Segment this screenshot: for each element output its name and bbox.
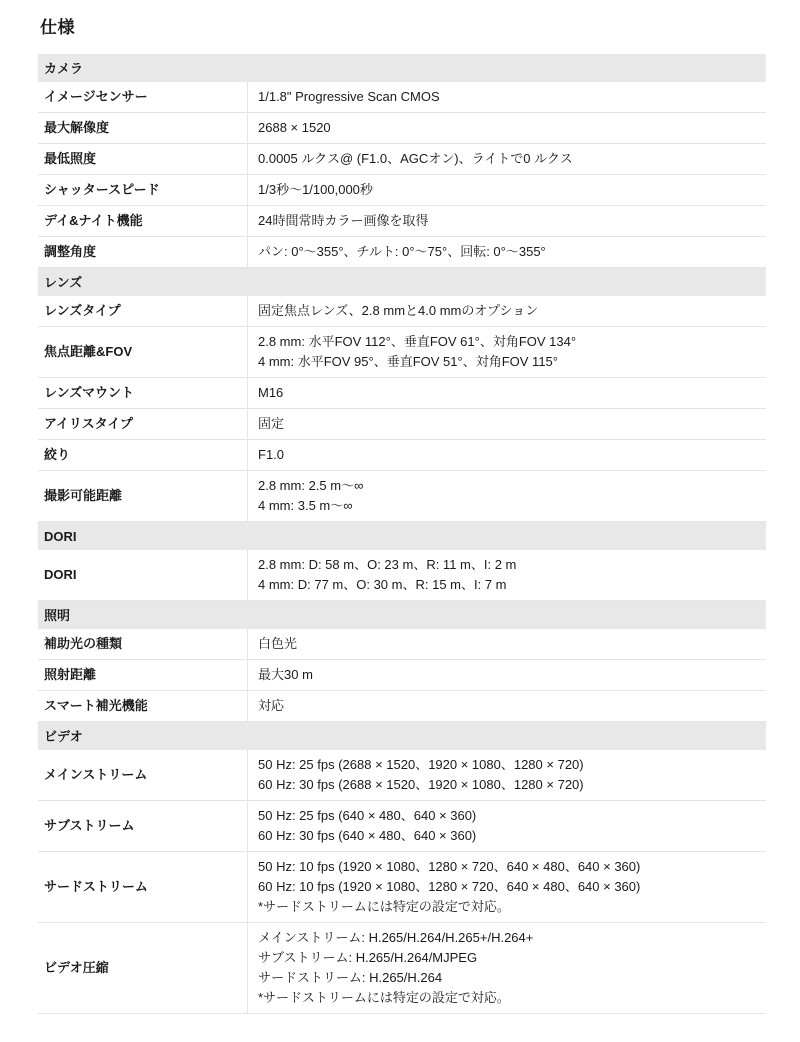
row-label: 絞り — [38, 440, 248, 470]
row-label: 補助光の種類 — [38, 629, 248, 659]
row-value-line: メインストリーム: H.265/H.264/H.265+/H.264+ — [258, 930, 534, 945]
table-row — [38, 923, 766, 1014]
page-title: 仕様 — [40, 18, 75, 37]
row-label: レンズタイプ — [38, 296, 248, 326]
row-label: 焦点距離&FOV — [38, 327, 248, 377]
row-label: サブストリーム — [38, 801, 248, 851]
row-label: 最大解像度 — [38, 113, 248, 143]
table-row — [38, 660, 766, 691]
row-value-line: M16 — [258, 385, 284, 400]
row-value — [248, 629, 766, 659]
section-header: DORI — [38, 522, 766, 550]
row-label: サードストリーム — [38, 852, 248, 922]
row-value — [248, 237, 766, 267]
row-value-line: 4 mm: 3.5 m～∞ — [258, 498, 353, 513]
row-value — [248, 175, 766, 205]
section-header: 照明 — [38, 601, 766, 629]
row-value — [248, 750, 766, 800]
table-row — [38, 801, 766, 852]
row-value-line: 1/3秒～1/100,000秒 — [258, 182, 373, 197]
row-value-line: 固定焦点レンズ、2.8 mmと4.0 mmのオプション — [258, 303, 539, 318]
row-value — [248, 852, 766, 922]
row-value-line: 2.8 mm: 水平FOV 112°、垂直FOV 61°、対角FOV 134° — [258, 334, 577, 349]
row-value-line: 2.8 mm: D: 58 m、O: 23 m、R: 11 m、I: 2 m — [258, 557, 517, 572]
row-value-line: 2.8 mm: 2.5 m～∞ — [258, 478, 364, 493]
row-value-line: サブストリーム: H.265/H.264/MJPEG — [258, 950, 478, 965]
row-value — [248, 471, 766, 521]
row-value-line: 固定 — [258, 416, 285, 431]
row-label: 照射距離 — [38, 660, 248, 690]
table-row — [38, 113, 766, 144]
row-value — [248, 113, 766, 143]
row-value — [248, 801, 766, 851]
section-header: カメラ — [38, 54, 766, 82]
row-value — [248, 660, 766, 690]
table-row — [38, 378, 766, 409]
table-row — [38, 750, 766, 801]
section-header: ビデオ — [38, 722, 766, 750]
row-value — [248, 296, 766, 326]
row-value — [248, 550, 766, 600]
row-value-line: 24時間常時カラー画像を取得 — [258, 213, 429, 228]
table-row — [38, 409, 766, 440]
row-label: デイ&ナイト機能 — [38, 206, 248, 236]
row-label: DORI — [38, 550, 248, 600]
row-value — [248, 144, 766, 174]
row-value-line: 60 Hz: 30 fps (2688 × 1520、1920 × 1080、1280 × 720) — [258, 777, 584, 792]
row-value — [248, 440, 766, 470]
row-label: ビデオ圧縮 — [38, 923, 248, 1013]
row-value-line: 白色光 — [258, 636, 298, 651]
table-row — [38, 471, 766, 522]
row-label: スマート補光機能 — [38, 691, 248, 721]
table-row — [38, 206, 766, 237]
row-value-line: *サードストリームには特定の設定で対応。 — [258, 899, 510, 914]
row-value — [248, 206, 766, 236]
row-value-line: 60 Hz: 10 fps (1920 × 1080、1280 × 720、640 × 480、640 × 360) — [258, 879, 641, 894]
spec-table — [38, 54, 766, 1014]
table-row — [38, 440, 766, 471]
row-value-line: 4 mm: 水平FOV 95°、垂直FOV 51°、対角FOV 115° — [258, 354, 558, 369]
table-row — [38, 327, 766, 378]
section-header: レンズ — [38, 268, 766, 296]
row-label: シャッタースピード — [38, 175, 248, 205]
row-value-line: 4 mm: D: 77 m、O: 30 m、R: 15 m、I: 7 m — [258, 577, 507, 592]
table-row — [38, 852, 766, 923]
row-label: メインストリーム — [38, 750, 248, 800]
row-value — [248, 409, 766, 439]
row-value-line: 50 Hz: 10 fps (1920 × 1080、1280 × 720、640 × 480、640 × 360) — [258, 859, 641, 874]
row-value-line: *サードストリームには特定の設定で対応。 — [258, 990, 510, 1005]
row-label: 撮影可能距離 — [38, 471, 248, 521]
table-row — [38, 629, 766, 660]
row-value — [248, 923, 766, 1013]
row-label: 最低照度 — [38, 144, 248, 174]
table-row — [38, 237, 766, 268]
row-value-line: 対応 — [258, 698, 285, 713]
row-value-line: サードストリーム: H.265/H.264 — [258, 970, 443, 985]
row-value-line: F1.0 — [258, 447, 285, 462]
row-value-line: 50 Hz: 25 fps (640 × 480、640 × 360) — [258, 808, 477, 823]
row-value — [248, 378, 766, 408]
row-label: アイリスタイプ — [38, 409, 248, 439]
row-value-line: 1/1.8" Progressive Scan CMOS — [258, 89, 440, 104]
table-row — [38, 296, 766, 327]
row-value-line: 最大30 m — [258, 667, 313, 682]
table-row — [38, 550, 766, 601]
table-row — [38, 691, 766, 722]
row-value-line: 50 Hz: 25 fps (2688 × 1520、1920 × 1080、1280 × 720) — [258, 757, 584, 772]
table-row — [38, 144, 766, 175]
row-value — [248, 327, 766, 377]
row-value — [248, 82, 766, 112]
row-label: 調整角度 — [38, 237, 248, 267]
row-value-line: パン: 0°～355°、チルト: 0°～75°、回転: 0°～355° — [258, 244, 546, 259]
row-value — [248, 691, 766, 721]
row-value-line: 0.0005 ルクス@ (F1.0、AGCオン)、ライトで0 ルクス — [258, 151, 573, 166]
row-value-line: 60 Hz: 30 fps (640 × 480、640 × 360) — [258, 828, 477, 843]
table-row — [38, 175, 766, 206]
row-value-line: 2688 × 1520 — [258, 120, 331, 135]
table-row — [38, 82, 766, 113]
row-label: イメージセンサー — [38, 82, 248, 112]
row-label: レンズマウント — [38, 378, 248, 408]
